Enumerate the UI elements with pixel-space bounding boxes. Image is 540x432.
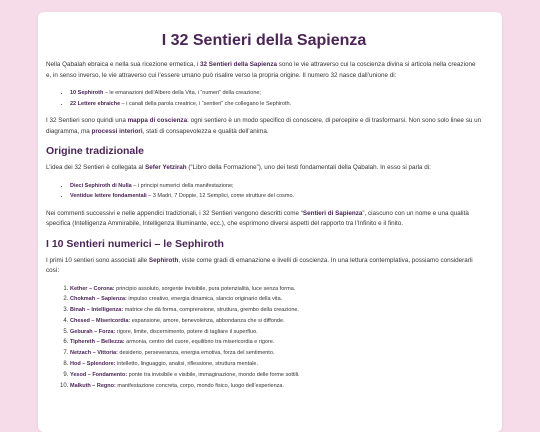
item-label: Chokmah – Sapienza: xyxy=(70,296,127,303)
list-item xyxy=(70,316,482,327)
item-text: – i canali della parola creatrice, i “sentieri” che collegano le Sephiroth. xyxy=(120,100,292,107)
sephiroth-paragraph xyxy=(46,256,482,277)
list-item xyxy=(70,305,482,316)
item-label: Netzach – Vittoria: xyxy=(70,350,118,357)
item-label: Yesod – Fondamento: xyxy=(70,371,128,378)
text: (“Libro della Formazione”), uno dei testi fondamentali della Qabalah. In esso si parla di: xyxy=(186,164,431,171)
list-item xyxy=(70,348,482,359)
bold-text: Sentieri di Sapienza xyxy=(302,209,363,217)
item-label: Tiphereth – Bellezza: xyxy=(70,339,125,346)
origin-paragraph-2 xyxy=(46,209,482,230)
item-label: 22 Lettere ebraiche xyxy=(70,100,121,107)
list-item xyxy=(70,327,482,338)
page-title: I 32 Sentieri della Sapienza xyxy=(161,32,367,49)
item-label: Kether – Corona: xyxy=(70,285,115,292)
text: Nei commenti successivi e nelle appendici tradizionali, i 32 Sentieri vengono descritti come “ xyxy=(46,209,303,217)
sephiroth-list xyxy=(46,284,482,392)
text: : ogni sentiero è un modo specifico di conoscere, di percepire e di trasformarsi. Non sono solo linee su un diagramma, ma xyxy=(46,117,482,135)
item-label: Malkuth – Regno: xyxy=(70,382,116,389)
text: ”, ciascuno con un nome e una qualità specifica (Intelligenza Ammirabile, Intelligenza Illuminante, ecc.), che esprimono diversi aspetti del rapporto tra l’Infinito e il finito. xyxy=(46,209,469,227)
item-text: rigore, limite, discernimento, potere di tagliare il superfluo. xyxy=(115,328,258,335)
item-text: intelletto, linguaggio, analisi, riflessione, struttura mentale. xyxy=(115,361,258,368)
section-heading-sephiroth: I 10 Sentieri numerici – le Sephiroth xyxy=(46,237,224,250)
bold-text: Sefer Yetzirah xyxy=(145,164,187,171)
item-text: – i principi numerici della manifestazione; xyxy=(131,182,234,189)
item-text: – 3 Madri, 7 Doppie, 12 Semplici, come strutture del cosmo. xyxy=(146,193,295,199)
item-text: ponte tra invisibile e visibile, immaginazione, mondo delle forme sottili. xyxy=(127,371,300,378)
item-label: Geburah – Forza: xyxy=(70,328,116,335)
item-text: desiderio, perseveranza, energia emotiva, forza del sentimento. xyxy=(117,350,275,357)
list-item xyxy=(70,381,482,392)
intro-paragraph-2 xyxy=(46,116,482,137)
intro-list xyxy=(46,88,482,109)
intro-paragraph-1 xyxy=(46,60,482,81)
list-item xyxy=(70,370,482,381)
item-text: principio assoluto, sorgente invisibile, pura potenzialità, luce senza forma. xyxy=(114,285,296,292)
item-text: – le emanazioni dell’Albero della Vita, i “numeri” della creazione; xyxy=(103,90,261,96)
text: , viste come gradi di emanazione e livelli di coscienza. In una lettura contemplativa, possiamo considerarli così: xyxy=(46,256,473,274)
list-item xyxy=(70,337,482,348)
section-heading-origin: Origine tradizionale xyxy=(46,145,145,157)
list-item xyxy=(70,181,482,192)
item-label: Ventidue lettere fondamentali xyxy=(70,193,147,199)
document-card xyxy=(38,12,502,432)
bold-text: 32 Sentieri della Sapienza xyxy=(200,61,278,68)
bold-text: mappa di coscienza xyxy=(127,117,188,124)
bold-text: Sephiroth xyxy=(148,256,179,264)
item-label: Chesed – Misericordia: xyxy=(70,317,131,324)
list-item xyxy=(70,191,482,202)
bold-text: processi interiori xyxy=(91,127,143,135)
origin-list xyxy=(46,181,482,202)
text: , stati di consapevolezza e qualità dell’anima. xyxy=(142,127,269,135)
item-text: armonia, centro del cuore, equilibrio tra misericordia e rigore. xyxy=(124,339,275,346)
list-item xyxy=(70,359,482,370)
list-item xyxy=(70,99,482,110)
item-label: 10 Sephiroth xyxy=(70,90,104,96)
item-text: espansione, amore, benevolenza, abbondanza che si diffonde. xyxy=(130,317,285,324)
text: sono le vie attraverso cui la coscienza divina si articola nella creazione e, in senso inverso, le vie attraverso cui l’essere umano può risalire verso la propria origine. Il numero 32 nasce dall’unione di: xyxy=(46,61,476,79)
item-label: Hod – Splendore: xyxy=(70,361,116,368)
text: I 32 Sentieri sono quindi una xyxy=(46,117,128,124)
text: L’idea dei 32 Sentieri è collegata al xyxy=(46,164,146,171)
list-item xyxy=(70,88,482,99)
item-text: matrice che dà forma, comprensione, struttura, grembo della creazione. xyxy=(123,307,299,314)
list-item xyxy=(70,294,482,305)
origin-paragraph-1 xyxy=(46,163,482,174)
list-item xyxy=(70,284,482,295)
item-text: impulso creativo, energia dinamica, slancio originario della vita. xyxy=(126,296,283,303)
item-text: manifestazione concreta, corpo, mondo fisico, luogo dell’esperienza. xyxy=(115,382,284,389)
text: I primi 10 sentieri sono associati alle xyxy=(46,256,149,264)
item-label: Binah – Intelligenza: xyxy=(70,307,124,314)
text: Nella Qabalah ebraica e nella sua ricezione ermetica, i xyxy=(46,61,201,68)
item-label: Dieci Sephiroth di Nulla xyxy=(70,182,132,189)
